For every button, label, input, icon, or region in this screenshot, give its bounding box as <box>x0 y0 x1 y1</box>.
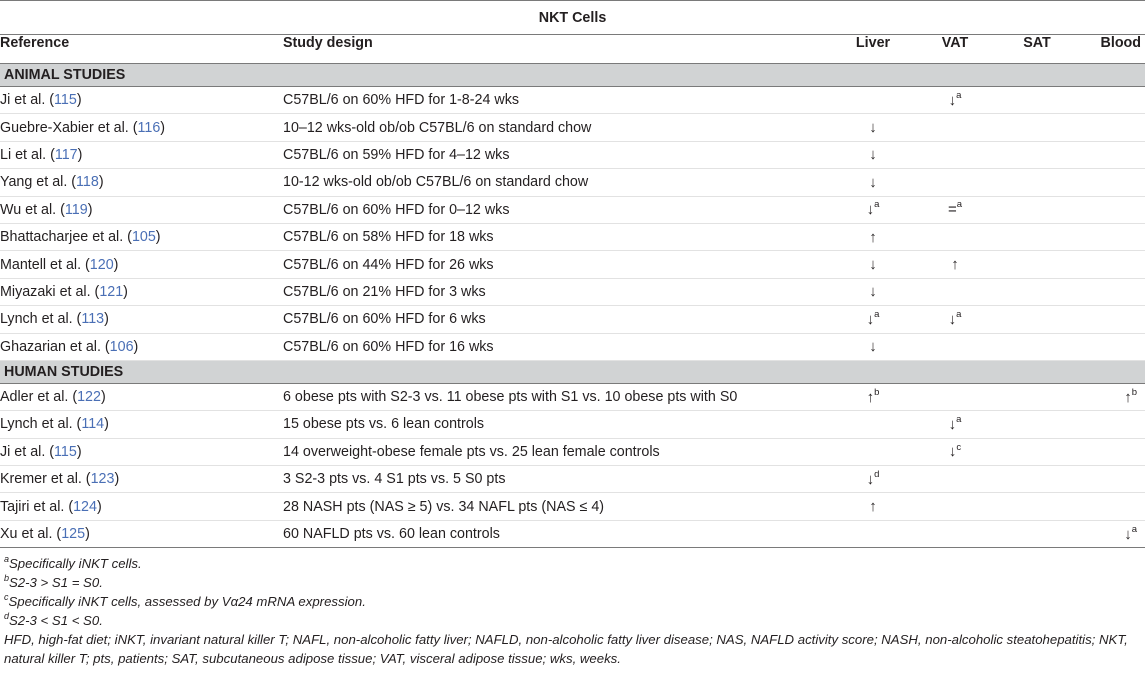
sat-cell <box>997 383 1077 410</box>
sat-cell <box>997 411 1077 438</box>
vat-cell <box>913 306 997 333</box>
vat-cell <box>913 196 997 223</box>
reference-number-link[interactable]: 123 <box>90 471 115 488</box>
blood-footnote-mark: a <box>1131 523 1138 535</box>
liver-change-symbol: ↑ <box>869 228 877 246</box>
sat-cell <box>997 223 1077 250</box>
table-row <box>0 223 1145 250</box>
study-design-cell: 60 NAFLD pts vs. 60 lean controls <box>283 520 833 547</box>
liver-footnote-mark: b <box>874 386 880 398</box>
reference-number-link[interactable]: 121 <box>99 283 124 300</box>
table-row <box>0 466 1145 493</box>
blood-footnote-mark: b <box>1131 386 1138 398</box>
liver-cell <box>833 223 913 250</box>
reference-cell <box>0 411 283 438</box>
study-design-cell: C57BL/6 on 59% HFD for 4–12 wks <box>283 141 833 168</box>
blood-cell <box>1077 333 1145 360</box>
column-header-sat: SAT <box>997 35 1077 64</box>
liver-cell <box>833 333 913 360</box>
study-design-cell: C57BL/6 on 60% HFD for 16 wks <box>283 333 833 360</box>
footnote-item <box>4 554 1145 573</box>
reference-close-paren: ) <box>76 92 82 109</box>
table-row <box>0 306 1145 333</box>
liver-cell <box>833 87 913 114</box>
reference-author: Xu et al. ( <box>0 526 62 543</box>
study-design-cell: 10–12 wks-old ob/ob C57BL/6 on standard chow <box>283 114 833 141</box>
reference-number-link[interactable]: 125 <box>61 526 86 543</box>
vat-footnote-mark: a <box>956 414 962 426</box>
reference-number-link[interactable]: 106 <box>109 338 134 355</box>
reference-number-link[interactable]: 105 <box>131 229 156 246</box>
footnote-mark: b <box>4 572 10 583</box>
liver-footnote-mark: d <box>874 469 880 480</box>
liver-change-symbol: ↓ <box>869 256 877 274</box>
table-row <box>0 141 1145 168</box>
reference-close-paren: ) <box>98 174 104 191</box>
table-body <box>0 64 1145 548</box>
sat-cell <box>997 251 1077 278</box>
reference-close-paren: ) <box>123 283 128 300</box>
reference-close-paren: ) <box>133 338 139 355</box>
footnote-item <box>4 573 1145 592</box>
reference-close-paren: ) <box>100 389 106 406</box>
liver-cell <box>833 383 913 410</box>
reference-close-paren: ) <box>96 498 102 515</box>
table-row <box>0 278 1145 305</box>
blood-cell <box>1077 87 1145 114</box>
reference-cell <box>0 333 283 360</box>
vat-cell <box>913 278 997 305</box>
reference-cell <box>0 438 283 465</box>
reference-close-paren: ) <box>85 526 90 543</box>
liver-cell <box>833 493 913 520</box>
vat-cell <box>913 493 997 520</box>
sat-cell <box>997 278 1077 305</box>
vat-cell <box>913 383 997 410</box>
abbreviations-note: HFD, high-fat diet; iNKT, invariant natural killer T; NAFL, non-alcoholic fatty liver; NAFLD, non-alcoholic fatty liver disease; NAS, NAFLD activity score; NASH, non-alcoholic steatohepatitis; NKT, natural killer T; pts, patients; SAT, subcutaneous adipose tissue; VAT, visceral adipose tissue; wks, weeks. <box>4 632 1128 667</box>
reference-author: Tajiri et al. ( <box>0 498 74 515</box>
sat-cell <box>997 466 1077 493</box>
footnote-mark: a <box>4 553 10 564</box>
reference-number-link[interactable]: 119 <box>64 201 88 218</box>
footnote-text: S2-3 > S1 = S0. <box>9 575 103 591</box>
vat-cell <box>913 438 997 465</box>
reference-close-paren: ) <box>160 119 166 136</box>
blood-change-symbol: ↑ <box>1124 388 1132 406</box>
reference-cell <box>0 87 283 114</box>
footnote-item <box>4 611 1145 630</box>
reference-number-link[interactable]: 114 <box>81 416 105 433</box>
blood-change-symbol: ↓ <box>1124 525 1132 543</box>
vat-footnote-mark: c <box>956 441 962 453</box>
reference-number-link[interactable]: 120 <box>89 256 114 273</box>
reference-author: Yang et al. ( <box>0 174 77 191</box>
table-title: NKT Cells <box>538 9 607 26</box>
footnote-text: Specifically iNKT cells. <box>9 556 142 572</box>
vat-cell <box>913 466 997 493</box>
study-design-cell: C57BL/6 on 44% HFD for 26 wks <box>283 251 833 278</box>
liver-change-symbol: ↓ <box>869 119 877 137</box>
blood-cell <box>1077 493 1145 520</box>
column-header-blood: Blood <box>1077 35 1145 64</box>
liver-footnote-mark: a <box>874 199 880 211</box>
sat-cell <box>997 333 1077 360</box>
table-footnotes <box>0 554 1145 668</box>
reference-author: Mantell et al. ( <box>0 256 90 273</box>
blood-cell <box>1077 278 1145 305</box>
reference-author: Ji et al. ( <box>0 92 55 109</box>
column-header-reference: Reference <box>0 35 283 64</box>
liver-cell <box>833 114 913 141</box>
study-design-cell: 14 overweight-obese female pts vs. 25 lean female controls <box>283 438 833 465</box>
reference-cell <box>0 114 283 141</box>
liver-change-symbol: ↓ <box>866 310 875 328</box>
table-row <box>0 87 1145 114</box>
column-header-vat: VAT <box>913 35 997 64</box>
vat-change-symbol: ↓ <box>948 310 957 328</box>
liver-cell <box>833 438 913 465</box>
reference-author: Guebre-Xabier et al. ( <box>0 119 138 136</box>
footnote-item <box>4 592 1145 611</box>
table-row <box>0 169 1145 196</box>
study-design-cell: 15 obese pts vs. 6 lean controls <box>283 411 833 438</box>
vat-change-symbol: ↓ <box>948 443 957 461</box>
reference-close-paren: ) <box>77 146 83 163</box>
footnote-mark: c <box>4 591 9 602</box>
reference-author: Lynch et al. ( <box>0 416 82 433</box>
vat-cell <box>913 251 997 278</box>
vat-cell <box>913 411 997 438</box>
reference-cell <box>0 278 283 305</box>
liver-cell <box>833 278 913 305</box>
vat-change-symbol: ↓ <box>948 91 957 109</box>
liver-cell <box>833 466 913 493</box>
reference-author: Li et al. ( <box>0 146 55 163</box>
reference-author: Bhattacharjee et al. ( <box>0 229 132 246</box>
table-row <box>0 333 1145 360</box>
reference-author: Lynch et al. ( <box>0 311 82 328</box>
study-design-cell: C57BL/6 on 60% HFD for 6 wks <box>283 306 833 333</box>
liver-cell <box>833 141 913 168</box>
reference-author: Ghazarian et al. ( <box>0 338 110 355</box>
reference-number-link[interactable]: 117 <box>54 146 78 163</box>
table-row <box>0 493 1145 520</box>
sat-cell <box>997 306 1077 333</box>
blood-cell <box>1077 141 1145 168</box>
liver-cell <box>833 306 913 333</box>
column-header-liver: Liver <box>833 35 913 64</box>
vat-cell <box>913 114 997 141</box>
reference-close-paren: ) <box>155 229 161 246</box>
sat-cell <box>997 520 1077 547</box>
blood-cell <box>1077 411 1145 438</box>
liver-change-symbol: ↓ <box>869 338 877 356</box>
sat-cell <box>997 493 1077 520</box>
section-header-row <box>0 64 1145 87</box>
liver-cell <box>833 520 913 547</box>
reference-author: Adler et al. ( <box>0 389 78 406</box>
reference-number-link[interactable]: 122 <box>77 389 101 406</box>
sat-cell <box>997 141 1077 168</box>
reference-cell <box>0 251 283 278</box>
reference-cell <box>0 493 283 520</box>
reference-close-paren: ) <box>104 311 109 328</box>
reference-cell <box>0 520 283 547</box>
vat-footnote-mark: a <box>956 309 962 321</box>
sat-cell <box>997 196 1077 223</box>
blood-cell <box>1077 466 1145 493</box>
liver-cell <box>833 411 913 438</box>
liver-change-symbol: ↓ <box>869 283 877 301</box>
sat-cell <box>997 87 1077 114</box>
reference-cell <box>0 466 283 493</box>
study-design-cell: 3 S2-3 pts vs. 4 S1 pts vs. 5 S0 pts <box>283 466 833 493</box>
sat-cell <box>997 438 1077 465</box>
reference-number-link[interactable]: 113 <box>81 311 105 328</box>
vat-footnote-mark: a <box>956 89 962 101</box>
reference-close-paren: ) <box>104 416 109 433</box>
reference-number-link[interactable]: 115 <box>54 443 77 460</box>
blood-cell <box>1077 169 1145 196</box>
table-row <box>0 114 1145 141</box>
sat-cell <box>997 114 1077 141</box>
table-row <box>0 520 1145 547</box>
reference-cell <box>0 306 283 333</box>
reference-close-paren: ) <box>76 443 82 460</box>
section-label: ANIMAL STUDIES <box>0 64 1145 87</box>
liver-change-symbol: ↑ <box>866 388 875 406</box>
blood-cell <box>1077 306 1145 333</box>
blood-cell <box>1077 223 1145 250</box>
reference-cell <box>0 383 283 410</box>
vat-change-symbol: ↓ <box>948 415 957 433</box>
footnote-text: S2-3 < S1 < S0. <box>9 613 103 629</box>
table-row <box>0 196 1145 223</box>
vat-cell <box>913 169 997 196</box>
table-row <box>0 251 1145 278</box>
study-design-cell: C57BL/6 on 58% HFD for 18 wks <box>283 223 833 250</box>
liver-change-symbol: ↓ <box>869 146 877 164</box>
blood-cell <box>1077 520 1145 547</box>
liver-cell <box>833 196 913 223</box>
reference-cell <box>0 223 283 250</box>
reference-close-paren: ) <box>87 201 93 218</box>
vat-cell <box>913 141 997 168</box>
liver-cell <box>833 169 913 196</box>
column-header-study-design: Study design <box>283 35 833 64</box>
study-design-cell: C57BL/6 on 60% HFD for 0–12 wks <box>283 196 833 223</box>
reference-author: Wu et al. ( <box>0 201 65 218</box>
study-design-cell: 28 NASH pts (NAS ≥ 5) vs. 34 NAFL pts (NAS ≤ 4) <box>283 493 833 520</box>
liver-change-symbol: ↓ <box>869 173 877 191</box>
study-design-cell: 10-12 wks-old ob/ob C57BL/6 on standard chow <box>283 169 833 196</box>
blood-cell <box>1077 114 1145 141</box>
reference-close-paren: ) <box>114 471 120 488</box>
footnote-mark: d <box>4 610 10 621</box>
section-label: HUMAN STUDIES <box>0 360 1145 383</box>
reference-number-link[interactable]: 118 <box>76 174 99 191</box>
table-row <box>0 411 1145 438</box>
blood-cell <box>1077 383 1145 410</box>
reference-close-paren: ) <box>113 256 119 273</box>
footnote-text: Specifically iNKT cells, assessed by Vα24 mRNA expression. <box>8 594 366 610</box>
table-row <box>0 438 1145 465</box>
footnote-list <box>4 554 1145 630</box>
reference-author: Ji et al. ( <box>0 443 55 460</box>
reference-cell <box>0 196 283 223</box>
study-design-cell: C57BL/6 on 21% HFD for 3 wks <box>283 278 833 305</box>
liver-cell <box>833 251 913 278</box>
reference-number-link[interactable]: 116 <box>137 119 161 136</box>
liver-change-symbol: ↓ <box>866 470 875 488</box>
reference-cell <box>0 141 283 168</box>
reference-cell <box>0 169 283 196</box>
vat-cell <box>913 520 997 547</box>
reference-author: Kremer et al. ( <box>0 471 91 488</box>
blood-cell <box>1077 251 1145 278</box>
table-row <box>0 383 1145 410</box>
reference-number-link[interactable]: 115 <box>54 92 77 109</box>
section-header-row <box>0 360 1145 383</box>
reference-number-link[interactable]: 124 <box>73 498 97 515</box>
blood-cell <box>1077 196 1145 223</box>
blood-cell <box>1077 438 1145 465</box>
vat-cell <box>913 223 997 250</box>
vat-footnote-mark: a <box>956 199 963 211</box>
vat-cell <box>913 87 997 114</box>
liver-change-symbol: ↑ <box>869 498 877 516</box>
study-design-cell: 6 obese pts with S2-3 vs. 11 obese pts with S1 vs. 10 obese pts with S0 <box>283 383 833 410</box>
reference-author: Miyazaki et al. ( <box>0 283 100 300</box>
liver-footnote-mark: a <box>874 309 880 321</box>
liver-change-symbol: ↓ <box>866 201 875 219</box>
study-design-cell: C57BL/6 on 60% HFD for 1-8-24 wks <box>283 87 833 114</box>
vat-change-symbol: = <box>947 201 957 219</box>
sat-cell <box>997 169 1077 196</box>
vat-change-symbol: ↑ <box>951 256 959 274</box>
vat-cell <box>913 333 997 360</box>
